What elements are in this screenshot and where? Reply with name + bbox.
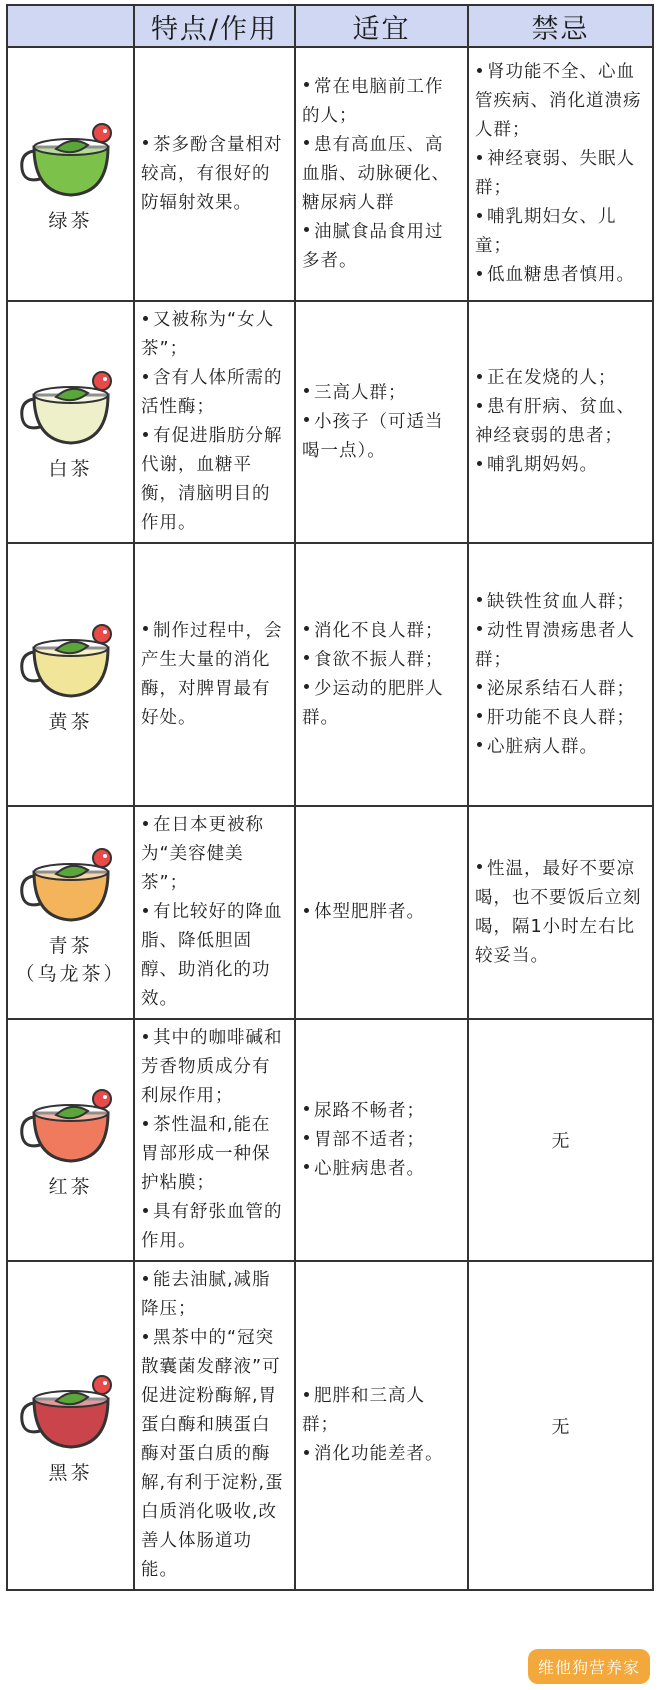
bullet-dot-icon	[477, 713, 482, 718]
avoid-none-text: 无	[551, 1416, 570, 1438]
bullet-dot-icon	[304, 82, 309, 87]
bullet-dot-icon	[143, 1208, 148, 1213]
bullet-dot-icon	[304, 655, 309, 660]
avoid-text: 性温，最好不要凉喝，也不要饭后立刻喝，隔1小时左右比较妥当。	[475, 858, 642, 966]
tea-type-cell	[7, 47, 134, 301]
bullet-dot-icon	[304, 908, 309, 913]
avoid-item	[475, 855, 646, 971]
suitable-text: 消化功能差者。	[314, 1444, 444, 1464]
bullet-dot-icon	[477, 864, 482, 869]
bullet-dot-icon	[143, 140, 148, 145]
bullet-dot-icon	[477, 213, 482, 218]
feature-text: 含有人体所需的活性酶；	[141, 368, 283, 417]
tea-alt-name: （乌龙茶）	[15, 962, 126, 985]
bullet-dot-icon	[143, 374, 148, 379]
avoid-cell	[468, 47, 653, 301]
tea-type-cell	[7, 301, 134, 543]
bullet-dot-icon	[477, 461, 482, 466]
suitable-item	[302, 131, 461, 218]
suitable-item	[302, 379, 461, 408]
suitable-item	[302, 408, 461, 466]
suitable-text: 小孩子（可适当喝一点）。	[302, 411, 444, 461]
avoid-text: 哺乳期妈妈。	[487, 455, 598, 475]
tea-cup-icon	[16, 113, 126, 203]
bullet-dot-icon	[143, 626, 148, 631]
suitable-cell	[295, 47, 468, 301]
bullet-dot-icon	[304, 684, 309, 689]
avoid-cell	[468, 806, 653, 1019]
feature-text: 有比较好的降血脂、降低胆固醇、助消化的功效。	[141, 902, 283, 1009]
avoid-text: 缺铁性贫血人群；	[487, 591, 635, 612]
feature-text: 制作过程中，会产生大量的消化酶，对脾胃最有好处。	[141, 620, 283, 728]
table-row	[7, 301, 653, 543]
header-avoid: 禁忌	[468, 5, 653, 47]
avoid-cell	[468, 301, 653, 543]
suitable-text: 油腻食品食用过多者。	[302, 221, 444, 271]
tea-cup-icon	[16, 1079, 126, 1169]
table-row	[7, 1019, 653, 1261]
tea-cup-icon	[16, 1365, 126, 1455]
avoid-text: 肾功能不全、心血管疾病、消化道溃疡人群；	[475, 62, 642, 140]
tea-name: 红茶	[48, 1176, 93, 1198]
suitable-text: 消化不良人群；	[314, 620, 444, 641]
feature-text: 在日本更被称为“美容健美茶”；	[141, 815, 264, 893]
tea-cup-icon	[16, 361, 126, 451]
bullet-dot-icon	[143, 316, 148, 321]
avoid-item	[475, 203, 646, 261]
table-row	[7, 806, 653, 1019]
suitable-text: 患有高血压、高血脂、动脉硬化、糖尿病人群	[302, 134, 450, 213]
feature-cell	[134, 301, 295, 543]
suitable-text: 食欲不振人群；	[314, 649, 444, 670]
feature-item	[141, 898, 288, 1014]
feature-text: 有促进脂肪分解代谢，血糖平衡，清脑明目的作用。	[141, 426, 283, 533]
header-suitable: 适宜	[295, 5, 468, 47]
feature-item	[141, 1324, 288, 1585]
feature-cell	[134, 1019, 295, 1261]
suitable-text: 胃部不适者；	[314, 1129, 425, 1150]
feature-cell	[134, 47, 295, 301]
feature-item	[141, 1198, 288, 1256]
suitable-text: 肥胖和三高人群；	[302, 1386, 425, 1435]
suitable-text: 体型肥胖者。	[314, 902, 425, 922]
avoid-item	[475, 58, 646, 145]
tea-type-cell	[7, 543, 134, 806]
header-feature: 特点/作用	[134, 5, 295, 47]
feature-text: 能去油腻,减脂降压；	[141, 1270, 271, 1319]
suitable-cell	[295, 301, 468, 543]
feature-text: 黑茶中的“冠突散囊菌发酵液”可促进淀粉酶解,胃蛋白酶和胰蛋白酶对蛋白质的酶解,有利于淀粉,蛋白质消化吸收,改善人体肠道功能。	[141, 1328, 284, 1580]
tea-name: 青茶	[48, 934, 93, 957]
suitable-item	[302, 646, 461, 675]
table-row	[7, 47, 653, 301]
suitable-cell	[295, 806, 468, 1019]
tea-comparison-table	[6, 4, 654, 1591]
feature-item	[141, 1266, 288, 1324]
bullet-dot-icon	[143, 908, 148, 913]
feature-cell	[134, 1261, 295, 1590]
suitable-item	[302, 617, 461, 646]
suitable-text: 尿路不畅者；	[314, 1100, 425, 1121]
bullet-dot-icon	[304, 140, 309, 145]
suitable-text: 少运动的肥胖人群。	[302, 678, 444, 728]
tea-name: 白茶	[48, 458, 93, 480]
feature-item	[141, 306, 288, 364]
avoid-item	[475, 704, 646, 733]
suitable-cell	[295, 1019, 468, 1261]
bullet-dot-icon	[477, 68, 482, 73]
avoid-none-text: 无	[551, 1131, 570, 1152]
avoid-text: 正在发烧的人；	[487, 368, 617, 388]
suitable-item	[302, 1097, 461, 1126]
avoid-item	[475, 364, 646, 393]
bullet-dot-icon	[304, 1164, 309, 1169]
avoid-item	[475, 393, 646, 451]
tea-cup-icon	[16, 614, 126, 704]
tea-name: 绿茶	[48, 210, 93, 232]
bullet-dot-icon	[304, 1106, 309, 1111]
bullet-dot-icon	[477, 155, 482, 160]
tea-type-cell	[7, 1261, 134, 1590]
tea-name: 黄茶	[48, 710, 93, 733]
suitable-text: 常在电脑前工作的人；	[302, 76, 444, 126]
avoid-item	[475, 145, 646, 203]
suitable-item	[302, 218, 461, 276]
suitable-item	[302, 1382, 461, 1440]
header-corner	[7, 5, 134, 47]
bullet-dot-icon	[477, 374, 482, 379]
table-row	[7, 1261, 653, 1590]
feature-item	[141, 1024, 288, 1111]
avoid-item	[475, 675, 646, 704]
suitable-item	[302, 1126, 461, 1155]
table-row	[7, 543, 653, 806]
avoid-text: 肝功能不良人群；	[487, 707, 635, 728]
bullet-dot-icon	[477, 684, 482, 689]
tea-type-cell	[7, 806, 134, 1019]
feature-text: 茶性温和,能在胃部形成一种保护粘膜；	[141, 1115, 271, 1193]
bullet-dot-icon	[304, 227, 309, 232]
suitable-item	[302, 898, 461, 927]
suitable-cell	[295, 1261, 468, 1590]
bullet-dot-icon	[304, 626, 309, 631]
avoid-cell	[468, 1019, 653, 1261]
bullet-dot-icon	[143, 1121, 148, 1126]
suitable-item	[302, 73, 461, 131]
bullet-dot-icon	[477, 403, 482, 408]
feature-item	[141, 617, 288, 733]
bullet-dot-icon	[143, 1034, 148, 1039]
suitable-text: 三高人群；	[314, 382, 407, 403]
feature-cell	[134, 543, 295, 806]
bullet-dot-icon	[477, 597, 482, 602]
bullet-dot-icon	[143, 432, 148, 437]
tea-name: 黑茶	[48, 1461, 93, 1484]
avoid-item	[475, 261, 646, 290]
bullet-dot-icon	[143, 1276, 148, 1281]
suitable-text: 心脏病患者。	[314, 1158, 425, 1179]
table-header-row	[7, 5, 653, 47]
feature-cell	[134, 806, 295, 1019]
avoid-text: 泌尿系结石人群；	[487, 678, 635, 699]
avoid-item	[475, 588, 646, 617]
avoid-cell	[468, 1261, 653, 1590]
bullet-dot-icon	[304, 1450, 309, 1455]
watermark-badge: 维他狗营养家	[528, 1649, 650, 1684]
avoid-text: 患有肝病、贫血、神经衰弱的患者；	[475, 397, 635, 446]
bullet-dot-icon	[304, 388, 309, 393]
suitable-item	[302, 1440, 461, 1469]
feature-item	[141, 364, 288, 422]
feature-text: 其中的咖啡碱和芳香物质成分有利尿作用；	[141, 1028, 283, 1106]
avoid-cell	[468, 543, 653, 806]
suitable-item	[302, 675, 461, 733]
avoid-item	[475, 617, 646, 675]
tea-cup-icon	[16, 838, 126, 928]
bullet-dot-icon	[304, 417, 309, 422]
feature-text: 具有舒张血管的作用。	[141, 1202, 283, 1251]
avoid-item	[475, 451, 646, 480]
avoid-text: 神经衰弱、失眠人群；	[475, 149, 635, 198]
suitable-cell	[295, 543, 468, 806]
tea-type-cell	[7, 1019, 134, 1261]
avoid-text: 心脏病人群。	[487, 736, 598, 757]
feature-text: 茶多酚含量相对较高，有很好的防辐射效果。	[141, 134, 283, 213]
bullet-dot-icon	[477, 626, 482, 631]
bullet-dot-icon	[304, 1135, 309, 1140]
avoid-text: 动性胃溃疡患者人群；	[475, 620, 635, 670]
bullet-dot-icon	[143, 1334, 148, 1339]
bullet-dot-icon	[304, 1392, 309, 1397]
avoid-text: 低血糖患者慎用。	[487, 265, 635, 285]
suitable-item	[302, 1155, 461, 1184]
avoid-item	[475, 733, 646, 762]
avoid-text: 哺乳期妇女、儿童；	[475, 207, 617, 256]
feature-text: 又被称为“女人茶”；	[141, 310, 275, 359]
bullet-dot-icon	[477, 271, 482, 276]
bullet-dot-icon	[477, 742, 482, 747]
feature-item	[141, 131, 288, 218]
feature-item	[141, 811, 288, 898]
feature-item	[141, 422, 288, 538]
bullet-dot-icon	[143, 821, 148, 826]
feature-item	[141, 1111, 288, 1198]
